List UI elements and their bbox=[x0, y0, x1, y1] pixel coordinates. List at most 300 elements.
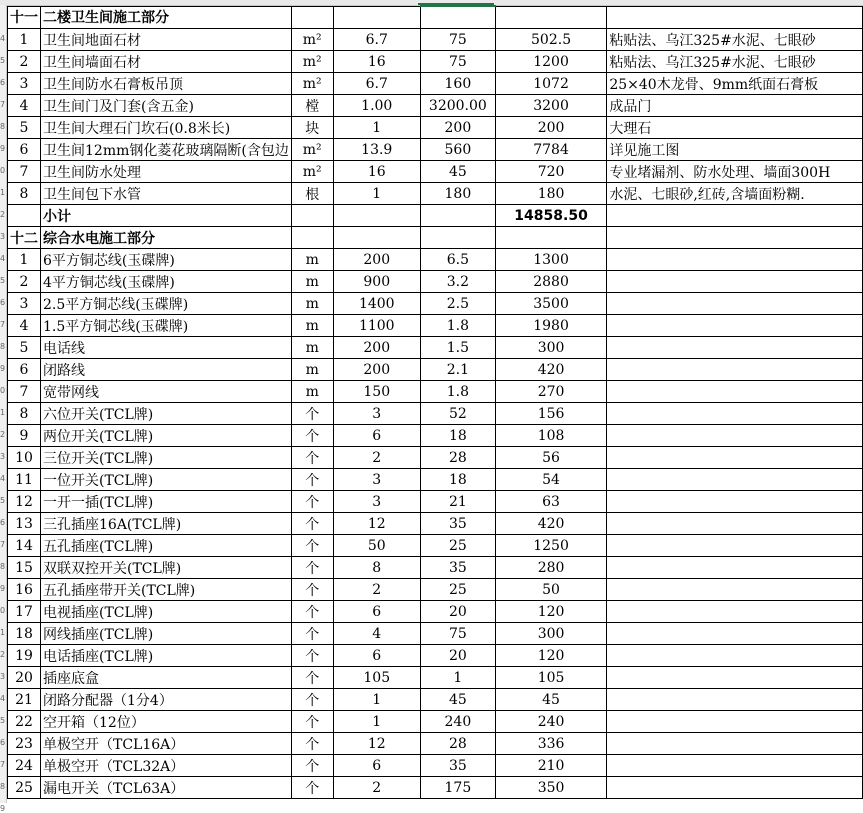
unit-cell[interactable]: 个 bbox=[291, 601, 333, 623]
amount-cell[interactable]: 1250 bbox=[495, 535, 607, 557]
unit-cell[interactable]: 个 bbox=[291, 733, 333, 755]
item-name-cell[interactable]: 卫生间防水石膏板吊顶 bbox=[41, 73, 292, 95]
row-header-label[interactable]: 3 bbox=[0, 672, 6, 681]
quantity-cell[interactable]: 6 bbox=[333, 425, 420, 447]
item-name-cell[interactable]: 1.5平方铜芯线(玉碟牌) bbox=[41, 315, 292, 337]
table-row bbox=[8, 667, 863, 689]
amount-cell[interactable]: 45 bbox=[495, 689, 607, 711]
unit-cell[interactable]: m bbox=[291, 359, 333, 381]
amount-cell[interactable]: 120 bbox=[495, 601, 607, 623]
unit-cell[interactable]: m² bbox=[291, 161, 333, 183]
item-number-cell[interactable]: 21 bbox=[8, 689, 41, 711]
item-name-cell[interactable]: 五孔插座带开关(TCL牌) bbox=[41, 579, 292, 601]
unit-cell[interactable]: 个 bbox=[291, 425, 333, 447]
item-name-cell[interactable]: 卫生间防水处理 bbox=[41, 161, 292, 183]
row-header-label[interactable]: 7 bbox=[0, 760, 6, 769]
item-name-cell[interactable]: 插座底盒 bbox=[41, 667, 292, 689]
item-number-cell[interactable]: 12 bbox=[8, 491, 41, 513]
amount-cell[interactable]: 120 bbox=[495, 645, 607, 667]
note-cell[interactable] bbox=[607, 667, 863, 689]
row-header-label[interactable]: 4 bbox=[0, 694, 6, 703]
item-name-cell[interactable]: 一位开关(TCL牌) bbox=[41, 469, 292, 491]
table-row bbox=[8, 183, 863, 205]
unit-price-cell[interactable]: 1.5 bbox=[420, 337, 495, 359]
item-name-cell[interactable]: 双联双控开关(TCL牌) bbox=[41, 557, 292, 579]
unit-price-cell[interactable]: 180 bbox=[420, 183, 495, 205]
table-row bbox=[8, 447, 863, 469]
item-number-cell[interactable]: 20 bbox=[8, 667, 41, 689]
empty-cell[interactable] bbox=[420, 227, 495, 249]
amount-cell[interactable]: 502.5 bbox=[495, 29, 607, 51]
unit-cell[interactable]: 个 bbox=[291, 711, 333, 733]
unit-cell[interactable]: 个 bbox=[291, 689, 333, 711]
quantity-cell[interactable]: 200 bbox=[333, 359, 420, 381]
amount-cell[interactable]: 3500 bbox=[495, 293, 607, 315]
amount-cell[interactable]: 1072 bbox=[495, 73, 607, 95]
quantity-cell[interactable]: 6.7 bbox=[333, 29, 420, 51]
table-row bbox=[8, 579, 863, 601]
row-header-label[interactable]: 9 bbox=[0, 584, 6, 593]
empty-cell[interactable] bbox=[8, 205, 41, 227]
unit-cell[interactable]: m² bbox=[291, 51, 333, 73]
amount-cell[interactable]: 156 bbox=[495, 403, 607, 425]
amount-cell[interactable]: 54 bbox=[495, 469, 607, 491]
item-number-cell[interactable]: 11 bbox=[8, 469, 41, 491]
note-cell[interactable] bbox=[607, 755, 863, 777]
quantity-cell[interactable]: 8 bbox=[333, 557, 420, 579]
quantity-cell[interactable]: 1100 bbox=[333, 315, 420, 337]
quantity-cell[interactable]: 1 bbox=[333, 689, 420, 711]
row-header-label[interactable]: 5 bbox=[0, 496, 6, 505]
item-name-cell[interactable]: 电视插座(TCL牌) bbox=[41, 601, 292, 623]
item-number-cell[interactable]: 8 bbox=[8, 183, 41, 205]
unit-cell[interactable]: 根 bbox=[291, 183, 333, 205]
row-header-label[interactable]: 4 bbox=[0, 474, 6, 483]
note-cell[interactable] bbox=[607, 403, 863, 425]
quantity-cell[interactable]: 16 bbox=[333, 51, 420, 73]
unit-cell[interactable]: 个 bbox=[291, 667, 333, 689]
unit-price-cell[interactable]: 2.1 bbox=[420, 359, 495, 381]
note-cell[interactable]: 成品门 bbox=[607, 95, 863, 117]
row-header-bar bbox=[0, 5, 7, 813]
empty-cell[interactable] bbox=[333, 227, 420, 249]
note-cell[interactable] bbox=[607, 557, 863, 579]
empty-cell[interactable] bbox=[291, 205, 333, 227]
empty-cell[interactable] bbox=[420, 6, 495, 29]
unit-cell[interactable]: m bbox=[291, 337, 333, 359]
row-header-label[interactable]: 4 bbox=[0, 254, 6, 263]
note-cell[interactable] bbox=[607, 249, 863, 271]
note-cell[interactable] bbox=[607, 623, 863, 645]
amount-cell[interactable]: 300 bbox=[495, 337, 607, 359]
row-header-label[interactable]: 3 bbox=[0, 232, 6, 241]
amount-cell[interactable]: 7784 bbox=[495, 139, 607, 161]
unit-price-cell[interactable]: 1.8 bbox=[420, 315, 495, 337]
empty-cell[interactable] bbox=[291, 227, 333, 249]
item-name-cell[interactable]: 6平方铜芯线(玉碟牌) bbox=[41, 249, 292, 271]
amount-cell[interactable]: 200 bbox=[495, 117, 607, 139]
note-cell[interactable] bbox=[607, 777, 863, 799]
note-cell[interactable] bbox=[607, 513, 863, 535]
quantity-cell[interactable]: 2 bbox=[333, 777, 420, 799]
amount-cell[interactable]: 1300 bbox=[495, 249, 607, 271]
unit-price-cell[interactable]: 25 bbox=[420, 579, 495, 601]
table-row bbox=[8, 755, 863, 777]
note-cell[interactable] bbox=[607, 425, 863, 447]
amount-cell[interactable]: 1980 bbox=[495, 315, 607, 337]
item-number-cell[interactable]: 7 bbox=[8, 161, 41, 183]
quantity-cell[interactable]: 50 bbox=[333, 535, 420, 557]
unit-cell[interactable]: m bbox=[291, 315, 333, 337]
empty-cell[interactable] bbox=[333, 6, 420, 29]
item-name-cell[interactable]: 卫生间包下水管 bbox=[41, 183, 292, 205]
item-number-cell[interactable]: 5 bbox=[8, 337, 41, 359]
note-cell[interactable] bbox=[607, 491, 863, 513]
unit-price-cell[interactable]: 1 bbox=[420, 667, 495, 689]
unit-cell[interactable]: m² bbox=[291, 139, 333, 161]
unit-price-cell[interactable]: 52 bbox=[420, 403, 495, 425]
unit-price-cell[interactable]: 2.5 bbox=[420, 293, 495, 315]
unit-price-cell[interactable]: 1.8 bbox=[420, 381, 495, 403]
row-header-label[interactable]: 6 bbox=[0, 738, 6, 747]
unit-price-cell[interactable]: 6.5 bbox=[420, 249, 495, 271]
note-cell[interactable] bbox=[607, 535, 863, 557]
subtotal-label-cell[interactable]: 小计 bbox=[41, 205, 292, 227]
note-cell[interactable] bbox=[607, 337, 863, 359]
unit-price-cell[interactable]: 3.2 bbox=[420, 271, 495, 293]
row-header-label[interactable]: 1 bbox=[0, 408, 6, 417]
unit-price-cell[interactable]: 3200.00 bbox=[420, 95, 495, 117]
note-cell[interactable]: 详见施工图 bbox=[607, 139, 863, 161]
item-name-cell[interactable]: 2.5平方铜芯线(玉碟牌) bbox=[41, 293, 292, 315]
unit-cell[interactable]: 个 bbox=[291, 755, 333, 777]
quantity-cell[interactable]: 200 bbox=[333, 337, 420, 359]
item-number-cell[interactable]: 25 bbox=[8, 777, 41, 799]
quantity-cell[interactable]: 6.7 bbox=[333, 73, 420, 95]
item-number-cell[interactable]: 13 bbox=[8, 513, 41, 535]
quantity-cell[interactable]: 2 bbox=[333, 579, 420, 601]
quantity-cell[interactable]: 1 bbox=[333, 183, 420, 205]
item-name-cell[interactable]: 卫生间大理石门坎石(0.8米长) bbox=[41, 117, 292, 139]
unit-cell[interactable]: m bbox=[291, 293, 333, 315]
row-header-label[interactable]: 9 bbox=[0, 144, 6, 153]
row-header-label[interactable]: 8 bbox=[0, 782, 6, 791]
table-row bbox=[8, 29, 863, 51]
empty-cell[interactable] bbox=[333, 205, 420, 227]
item-number-cell[interactable]: 24 bbox=[8, 755, 41, 777]
row-header-label[interactable]: 0 bbox=[0, 166, 6, 175]
unit-cell[interactable]: m bbox=[291, 271, 333, 293]
unit-price-cell[interactable]: 20 bbox=[420, 601, 495, 623]
unit-price-cell[interactable]: 18 bbox=[420, 425, 495, 447]
item-number-cell[interactable]: 18 bbox=[8, 623, 41, 645]
note-cell[interactable]: 专业堵漏剂、防水处理、墙面300H bbox=[607, 161, 863, 183]
amount-cell[interactable]: 3200 bbox=[495, 95, 607, 117]
unit-price-cell[interactable]: 35 bbox=[420, 513, 495, 535]
unit-price-cell[interactable]: 45 bbox=[420, 161, 495, 183]
table-row bbox=[8, 271, 863, 293]
quantity-cell[interactable]: 1 bbox=[333, 711, 420, 733]
unit-cell[interactable]: 个 bbox=[291, 403, 333, 425]
item-number-cell[interactable]: 1 bbox=[8, 249, 41, 271]
unit-cell[interactable]: m bbox=[291, 249, 333, 271]
unit-cell[interactable]: 个 bbox=[291, 645, 333, 667]
amount-cell[interactable]: 105 bbox=[495, 667, 607, 689]
item-number-cell[interactable]: 5 bbox=[8, 117, 41, 139]
row-header-label[interactable]: 1 bbox=[0, 628, 6, 637]
row-header-label[interactable]: 6 bbox=[0, 78, 6, 87]
quantity-cell[interactable]: 3 bbox=[333, 403, 420, 425]
quantity-cell[interactable]: 16 bbox=[333, 161, 420, 183]
quantity-cell[interactable]: 1.00 bbox=[333, 95, 420, 117]
note-cell[interactable] bbox=[607, 381, 863, 403]
item-name-cell[interactable]: 闭路线 bbox=[41, 359, 292, 381]
note-cell[interactable] bbox=[607, 315, 863, 337]
row-header-label[interactable]: 6 bbox=[0, 518, 6, 527]
item-name-cell[interactable]: 单极空开（TCL32A） bbox=[41, 755, 292, 777]
empty-cell[interactable] bbox=[495, 6, 607, 29]
note-cell[interactable] bbox=[607, 601, 863, 623]
item-name-cell[interactable]: 六位开关(TCL牌) bbox=[41, 403, 292, 425]
item-name-cell[interactable]: 4平方铜芯线(玉碟牌) bbox=[41, 271, 292, 293]
quantity-cell[interactable]: 6 bbox=[333, 601, 420, 623]
section-code-cell[interactable]: 十一 bbox=[8, 6, 41, 29]
quantity-cell[interactable]: 1 bbox=[333, 117, 420, 139]
item-number-cell[interactable]: 9 bbox=[8, 425, 41, 447]
amount-cell[interactable]: 300 bbox=[495, 623, 607, 645]
amount-cell[interactable]: 420 bbox=[495, 513, 607, 535]
row-header-label[interactable]: 0 bbox=[0, 606, 6, 615]
section-title-cell[interactable]: 综合水电施工部分 bbox=[41, 227, 292, 249]
item-number-cell[interactable]: 1 bbox=[8, 29, 41, 51]
item-number-cell[interactable]: 19 bbox=[8, 645, 41, 667]
item-name-cell[interactable]: 卫生间门及门套(含五金) bbox=[41, 95, 292, 117]
note-cell[interactable] bbox=[607, 469, 863, 491]
amount-cell[interactable]: 2880 bbox=[495, 271, 607, 293]
row-header-label[interactable]: 1 bbox=[0, 188, 6, 197]
quantity-cell[interactable]: 6 bbox=[333, 645, 420, 667]
item-number-cell[interactable]: 10 bbox=[8, 447, 41, 469]
amount-cell[interactable]: 336 bbox=[495, 733, 607, 755]
empty-cell[interactable] bbox=[291, 6, 333, 29]
amount-cell[interactable]: 108 bbox=[495, 425, 607, 447]
quantity-cell[interactable]: 150 bbox=[333, 381, 420, 403]
row-header-label[interactable]: 0 bbox=[0, 386, 6, 395]
unit-cell[interactable]: 块 bbox=[291, 117, 333, 139]
item-name-cell[interactable]: 单极空开（TCL16A） bbox=[41, 733, 292, 755]
unit-price-cell[interactable]: 160 bbox=[420, 73, 495, 95]
unit-price-cell[interactable]: 75 bbox=[420, 29, 495, 51]
amount-cell[interactable]: 210 bbox=[495, 755, 607, 777]
row-header-label[interactable]: 9 bbox=[0, 364, 6, 373]
item-name-cell[interactable]: 卫生间墙面石材 bbox=[41, 51, 292, 73]
amount-cell[interactable]: 1200 bbox=[495, 51, 607, 73]
item-name-cell[interactable]: 卫生间地面石材 bbox=[41, 29, 292, 51]
unit-price-cell[interactable]: 21 bbox=[420, 491, 495, 513]
unit-price-cell[interactable]: 18 bbox=[420, 469, 495, 491]
unit-price-cell[interactable]: 25 bbox=[420, 535, 495, 557]
row-header-label[interactable]: 4 bbox=[0, 34, 6, 43]
row-header-label[interactable]: 2 bbox=[0, 650, 6, 659]
quantity-cell[interactable]: 105 bbox=[333, 667, 420, 689]
item-number-cell[interactable]: 22 bbox=[8, 711, 41, 733]
unit-cell[interactable]: m bbox=[291, 381, 333, 403]
empty-cell[interactable] bbox=[420, 205, 495, 227]
note-cell[interactable] bbox=[607, 579, 863, 601]
item-number-cell[interactable]: 16 bbox=[8, 579, 41, 601]
row-header-label[interactable]: 5 bbox=[0, 716, 6, 725]
note-cell[interactable] bbox=[607, 645, 863, 667]
item-name-cell[interactable]: 网线插座(TCL牌) bbox=[41, 623, 292, 645]
unit-price-cell[interactable]: 75 bbox=[420, 623, 495, 645]
item-number-cell[interactable]: 23 bbox=[8, 733, 41, 755]
item-number-cell[interactable]: 7 bbox=[8, 381, 41, 403]
row-header-label[interactable]: 6 bbox=[0, 298, 6, 307]
item-number-cell[interactable]: 15 bbox=[8, 557, 41, 579]
unit-price-cell[interactable]: 175 bbox=[420, 777, 495, 799]
item-number-cell[interactable]: 2 bbox=[8, 271, 41, 293]
unit-price-cell[interactable]: 28 bbox=[420, 733, 495, 755]
item-name-cell[interactable]: 电话线 bbox=[41, 337, 292, 359]
row-header-label[interactable]: 2 bbox=[0, 210, 6, 219]
amount-cell[interactable]: 240 bbox=[495, 711, 607, 733]
section-code-cell[interactable]: 十二 bbox=[8, 227, 41, 249]
empty-cell[interactable] bbox=[495, 227, 607, 249]
unit-price-cell[interactable]: 240 bbox=[420, 711, 495, 733]
quantity-cell[interactable]: 900 bbox=[333, 271, 420, 293]
row-header-label[interactable]: 3 bbox=[0, 452, 6, 461]
amount-cell[interactable]: 350 bbox=[495, 777, 607, 799]
unit-price-cell[interactable]: 45 bbox=[420, 689, 495, 711]
unit-cell[interactable]: 个 bbox=[291, 623, 333, 645]
note-cell[interactable]: 粘贴法、乌江325#水泥、七眼砂 bbox=[607, 51, 863, 73]
item-number-cell[interactable]: 3 bbox=[8, 293, 41, 315]
row-header-label[interactable]: 5 bbox=[0, 276, 6, 285]
amount-cell[interactable]: 270 bbox=[495, 381, 607, 403]
unit-cell[interactable]: 个 bbox=[291, 491, 333, 513]
unit-price-cell[interactable]: 20 bbox=[420, 645, 495, 667]
row-header-label[interactable]: 7 bbox=[0, 100, 6, 109]
note-cell[interactable] bbox=[607, 271, 863, 293]
empty-cell[interactable] bbox=[607, 6, 863, 29]
amount-cell[interactable]: 280 bbox=[495, 557, 607, 579]
item-number-cell[interactable]: 14 bbox=[8, 535, 41, 557]
item-number-cell[interactable]: 6 bbox=[8, 139, 41, 161]
note-cell[interactable]: 粘贴法、乌江325#水泥、七眼砂 bbox=[607, 29, 863, 51]
note-cell[interactable] bbox=[607, 711, 863, 733]
section-header-row bbox=[8, 6, 863, 29]
row-header-label[interactable]: 2 bbox=[0, 430, 6, 439]
subtotal-value-cell[interactable]: 14858.50 bbox=[495, 205, 607, 227]
amount-cell[interactable]: 180 bbox=[495, 183, 607, 205]
empty-cell[interactable] bbox=[607, 205, 863, 227]
unit-cell[interactable]: 个 bbox=[291, 557, 333, 579]
row-header-label[interactable]: 9 bbox=[0, 804, 6, 813]
unit-cell[interactable]: 个 bbox=[291, 777, 333, 799]
item-number-cell[interactable]: 6 bbox=[8, 359, 41, 381]
quantity-cell[interactable]: 12 bbox=[333, 733, 420, 755]
row-header-label[interactable]: 8 bbox=[0, 122, 6, 131]
unit-price-cell[interactable]: 35 bbox=[420, 557, 495, 579]
table-row bbox=[8, 337, 863, 359]
item-name-cell[interactable]: 空开箱（12位） bbox=[41, 711, 292, 733]
item-number-cell[interactable]: 4 bbox=[8, 95, 41, 117]
unit-cell[interactable]: m² bbox=[291, 29, 333, 51]
quantity-cell[interactable]: 2 bbox=[333, 447, 420, 469]
note-cell[interactable] bbox=[607, 447, 863, 469]
note-cell[interactable]: 水泥、七眼砂,红砖,含墙面粉糊. bbox=[607, 183, 863, 205]
amount-cell[interactable]: 50 bbox=[495, 579, 607, 601]
note-cell[interactable] bbox=[607, 689, 863, 711]
quantity-cell[interactable]: 200 bbox=[333, 249, 420, 271]
item-name-cell[interactable]: 三位开关(TCL牌) bbox=[41, 447, 292, 469]
row-header-label[interactable]: 7 bbox=[0, 320, 6, 329]
quantity-cell[interactable]: 12 bbox=[333, 513, 420, 535]
unit-cell[interactable]: 个 bbox=[291, 513, 333, 535]
item-number-cell[interactable]: 8 bbox=[8, 403, 41, 425]
item-number-cell[interactable]: 17 bbox=[8, 601, 41, 623]
note-cell[interactable]: 大理石 bbox=[607, 117, 863, 139]
item-name-cell[interactable]: 闭路分配器（1分4） bbox=[41, 689, 292, 711]
amount-cell[interactable]: 720 bbox=[495, 161, 607, 183]
unit-price-cell[interactable]: 75 bbox=[420, 51, 495, 73]
unit-cell[interactable]: 个 bbox=[291, 447, 333, 469]
item-number-cell[interactable]: 4 bbox=[8, 315, 41, 337]
unit-cell[interactable]: 个 bbox=[291, 535, 333, 557]
item-name-cell[interactable]: 宽带网线 bbox=[41, 381, 292, 403]
table-row bbox=[8, 557, 863, 579]
item-name-cell[interactable]: 五孔插座(TCL牌) bbox=[41, 535, 292, 557]
note-cell[interactable] bbox=[607, 293, 863, 315]
amount-cell[interactable]: 63 bbox=[495, 491, 607, 513]
unit-cell[interactable]: 个 bbox=[291, 469, 333, 491]
unit-price-cell[interactable]: 35 bbox=[420, 755, 495, 777]
amount-cell[interactable]: 56 bbox=[495, 447, 607, 469]
unit-cell[interactable]: m² bbox=[291, 73, 333, 95]
unit-price-cell[interactable]: 28 bbox=[420, 447, 495, 469]
note-cell[interactable] bbox=[607, 359, 863, 381]
quantity-cell[interactable]: 4 bbox=[333, 623, 420, 645]
unit-price-cell[interactable]: 200 bbox=[420, 117, 495, 139]
unit-price-cell[interactable]: 560 bbox=[420, 139, 495, 161]
row-header-label[interactable]: 5 bbox=[0, 56, 6, 65]
item-name-cell[interactable]: 三孔插座16A(TCL牌) bbox=[41, 513, 292, 535]
quantity-cell[interactable]: 3 bbox=[333, 469, 420, 491]
row-header-label[interactable]: 8 bbox=[0, 342, 6, 351]
item-number-cell[interactable]: 2 bbox=[8, 51, 41, 73]
note-cell[interactable]: 25×40木龙骨、9mm纸面石膏板 bbox=[607, 73, 863, 95]
quantity-cell[interactable]: 13.9 bbox=[333, 139, 420, 161]
unit-cell[interactable]: 樘 bbox=[291, 95, 333, 117]
quantity-cell[interactable]: 6 bbox=[333, 755, 420, 777]
amount-cell[interactable]: 420 bbox=[495, 359, 607, 381]
item-name-cell[interactable]: 卫生间12mm钢化菱花玻璃隔断(含包边 bbox=[41, 139, 292, 161]
quantity-cell[interactable]: 3 bbox=[333, 491, 420, 513]
item-name-cell[interactable]: 两位开关(TCL牌) bbox=[41, 425, 292, 447]
section-title-cell[interactable]: 二楼卫生间施工部分 bbox=[41, 6, 292, 29]
empty-cell[interactable] bbox=[607, 227, 863, 249]
unit-cell[interactable]: 个 bbox=[291, 579, 333, 601]
item-number-cell[interactable]: 3 bbox=[8, 73, 41, 95]
item-name-cell[interactable]: 一开一插(TCL牌) bbox=[41, 491, 292, 513]
item-name-cell[interactable]: 电话插座(TCL牌) bbox=[41, 645, 292, 667]
row-header-label[interactable]: 7 bbox=[0, 540, 6, 549]
table-row bbox=[8, 425, 863, 447]
note-cell[interactable] bbox=[607, 733, 863, 755]
row-header-label[interactable]: 8 bbox=[0, 562, 6, 571]
quantity-cell[interactable]: 1400 bbox=[333, 293, 420, 315]
item-name-cell[interactable]: 漏电开关（TCL63A） bbox=[41, 777, 292, 799]
